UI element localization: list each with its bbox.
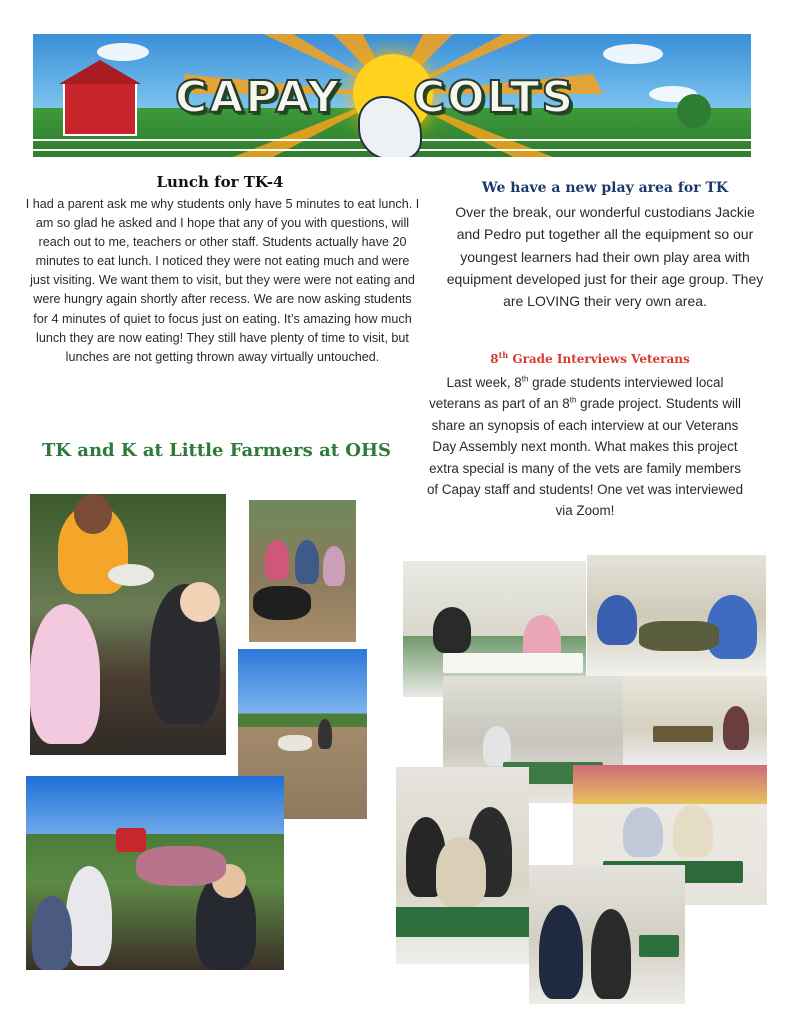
lunch-article-title: Lunch for TK-4 — [156, 173, 284, 191]
veterans-article-title — [460, 352, 720, 366]
photo-kids-with-goat — [249, 500, 356, 642]
veterans-body-part-3: grade project. Students will share an synopsis of each interview at our Veterans Day Assembly next month. What makes this project extra special is many of the vets are family members of Capay staff and students! One vet was interviewed via Zoom! — [426, 396, 744, 519]
play-area-article-body: Over the break, our wonderful custodians Jackie and Pedro put together all the equipment so our youngest learners had their own play area with equipment developed just for their age group. They are LOVING their very own area. — [446, 204, 764, 310]
lunch-article-body: I had a parent ask me why students only have 5 minutes to eat lunch. I am so glad he asked and I hope that any of you with questions, will reach out to me, teachers or other staff. Students actually have 20 minutes to eat lunch. I noticed they were not eating much and were just visiting. We want them to visit, but they were were not eating and were hungry again shortly after recess. We are now asking students for 4 minutes of quiet to focus just on eating. It’s amazing how much lunch they are now eating! They still have plenty of time to visit, but lunches are not getting thrown away virtually untouched. — [25, 197, 420, 364]
photo-veteran-interview-7 — [529, 865, 685, 1004]
photo-girl-petting-bunny — [30, 494, 226, 755]
veterans-title-grade: 8 — [490, 352, 499, 366]
banner-word-colts: COLTS — [413, 72, 576, 123]
veterans-title-suffix: th — [498, 350, 509, 360]
header-mural-banner — [33, 34, 751, 157]
veterans-title-rest: Grade Interviews Veterans — [508, 352, 690, 366]
veterans-body-part-2: grade students interviewed local veterans as part of an 8 — [429, 375, 724, 412]
veterans-article-body — [425, 372, 745, 522]
farm-section-title: TK and K at Little Farmers at OHS — [42, 440, 391, 461]
photo-veteran-interview-6 — [396, 767, 529, 964]
veterans-body-part-1: Last week, 8 — [446, 375, 522, 390]
barn-graphic — [63, 82, 137, 136]
photo-kids-in-line — [26, 776, 284, 970]
banner-word-capay: CAPAY — [175, 72, 342, 123]
photo-veteran-interview-4 — [623, 676, 767, 765]
veterans-body-suffix-2: th — [569, 395, 577, 405]
play-area-article-title: We have a new play area for TK — [481, 180, 729, 196]
veterans-body-suffix-1: th — [521, 374, 529, 384]
photo-veteran-interview-2 — [587, 555, 766, 676]
tree-graphic — [677, 94, 711, 128]
